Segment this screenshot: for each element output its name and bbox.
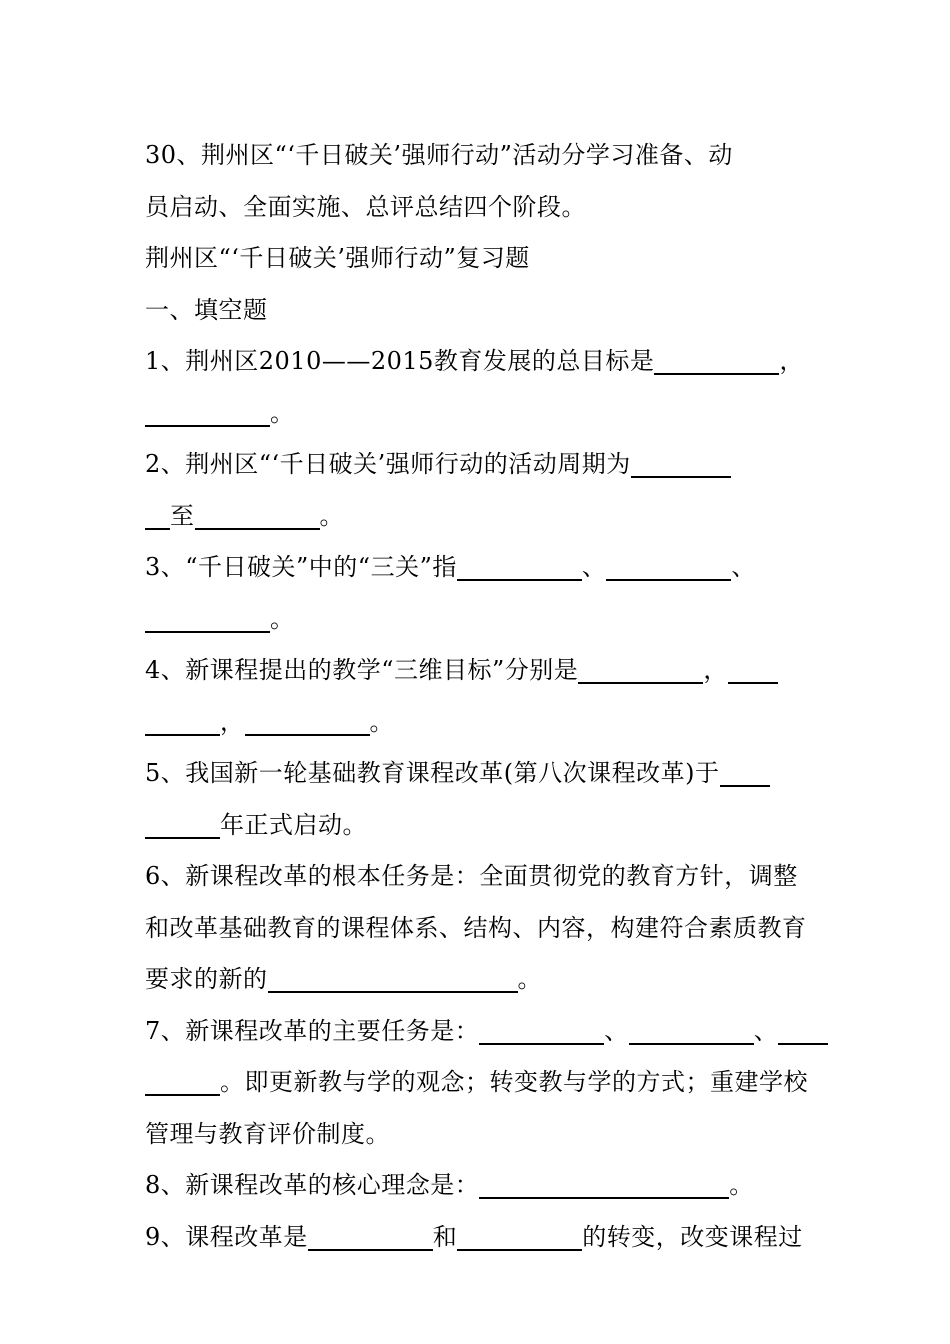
answer-blank[interactable]	[245, 710, 370, 736]
text-line	[145, 336, 810, 388]
line-text: 荆州区“‘千日破关’强师行动”复习题	[145, 244, 530, 272]
line-text: 8、新课程改革的核心理念是：	[145, 1171, 480, 1199]
text-line	[145, 800, 810, 852]
answer-blank[interactable]	[629, 1019, 754, 1045]
line-text: 5、我国新一轮基础教育课程改革(第八次课程改革)于	[145, 759, 720, 787]
answer-blank[interactable]	[195, 504, 320, 530]
text-line	[145, 1006, 810, 1058]
line-text: 。	[729, 1171, 754, 1199]
answer-blank[interactable]	[778, 1019, 828, 1045]
line-text: 、	[753, 1016, 779, 1045]
answer-blank[interactable]	[654, 349, 779, 375]
line-text: 、	[731, 553, 756, 581]
answer-blank[interactable]	[145, 710, 220, 736]
text-line	[145, 645, 810, 697]
line-text: ，	[703, 656, 728, 684]
line-text: 至	[170, 501, 195, 530]
answer-blank[interactable]	[457, 555, 582, 581]
line-text: 员启动、全面实施、总评总结四个阶段。	[145, 192, 586, 221]
text-line	[145, 130, 810, 182]
line-text: 3、“千日破关”中的“三关”指	[145, 553, 457, 581]
text-line	[145, 491, 810, 543]
text-line	[145, 439, 810, 491]
line-text: 。	[517, 965, 542, 993]
line-text: 、	[581, 553, 607, 581]
text-line	[145, 748, 810, 800]
line-text: 、	[604, 1016, 629, 1045]
text-line	[145, 285, 810, 337]
text-line	[145, 1057, 810, 1109]
answer-blank[interactable]	[145, 1070, 220, 1096]
line-text: 6、新课程改革的根本任务是：全面贯彻党的教育方针，调整	[145, 862, 798, 890]
text-line	[145, 697, 810, 749]
line-text: 。	[270, 398, 295, 427]
answer-blank[interactable]	[268, 967, 518, 993]
text-line	[145, 1109, 810, 1161]
line-text: 年正式启动。	[220, 810, 367, 839]
line-text: ，	[220, 707, 245, 736]
line-text: 4、新课程提出的教学“三维目标”分别是	[145, 656, 579, 684]
answer-blank[interactable]	[578, 658, 703, 684]
answer-blank[interactable]	[145, 607, 270, 633]
answer-blank[interactable]	[606, 555, 731, 581]
answer-blank[interactable]	[145, 813, 220, 839]
line-text: 30、荆州区“‘千日破关’强师行动”活动分学习准备、动	[145, 141, 733, 169]
line-text: 的转变，改变课程过	[582, 1222, 803, 1251]
line-text: 和	[432, 1222, 458, 1251]
line-text: 2、荆州区“‘千日破关’强师行动的活动周期为	[145, 450, 631, 478]
answer-blank[interactable]	[479, 1173, 729, 1199]
document-page	[145, 130, 810, 1263]
line-text: 一、填空题	[145, 295, 268, 324]
answer-blank[interactable]	[145, 504, 170, 530]
answer-blank[interactable]	[728, 658, 778, 684]
answer-blank[interactable]	[631, 452, 731, 478]
text-line	[145, 542, 810, 594]
text-line	[145, 1160, 810, 1212]
answer-blank[interactable]	[145, 401, 270, 427]
line-text: 。	[369, 707, 394, 736]
text-line	[145, 388, 810, 440]
line-text: 。	[270, 604, 295, 633]
line-text: ，	[779, 347, 804, 375]
text-line	[145, 851, 810, 903]
text-line	[145, 954, 810, 1006]
line-text: 。	[319, 501, 344, 530]
text-line	[145, 182, 810, 234]
line-text: 9、课程改革是	[145, 1222, 308, 1251]
line-text: 7、新课程改革的主要任务是：	[145, 1016, 480, 1045]
answer-blank[interactable]	[457, 1225, 582, 1251]
line-text: 管理与教育评价制度。	[145, 1119, 390, 1148]
answer-blank[interactable]	[308, 1225, 433, 1251]
text-line	[145, 903, 810, 955]
text-line	[145, 1212, 810, 1264]
text-line	[145, 594, 810, 646]
text-line	[145, 233, 810, 285]
line-text: 要求的新的	[145, 965, 268, 993]
line-text: 1、荆州区2010——2015教育发展的总目标是	[145, 347, 655, 375]
answer-blank[interactable]	[720, 761, 770, 787]
answer-blank[interactable]	[479, 1019, 604, 1045]
line-text: 。即更新教与学的观念；转变教与学的方式；重建学校	[220, 1068, 808, 1096]
line-text: 和改革基础教育的课程体系、结构、内容，构建符合素质教育	[145, 913, 807, 942]
